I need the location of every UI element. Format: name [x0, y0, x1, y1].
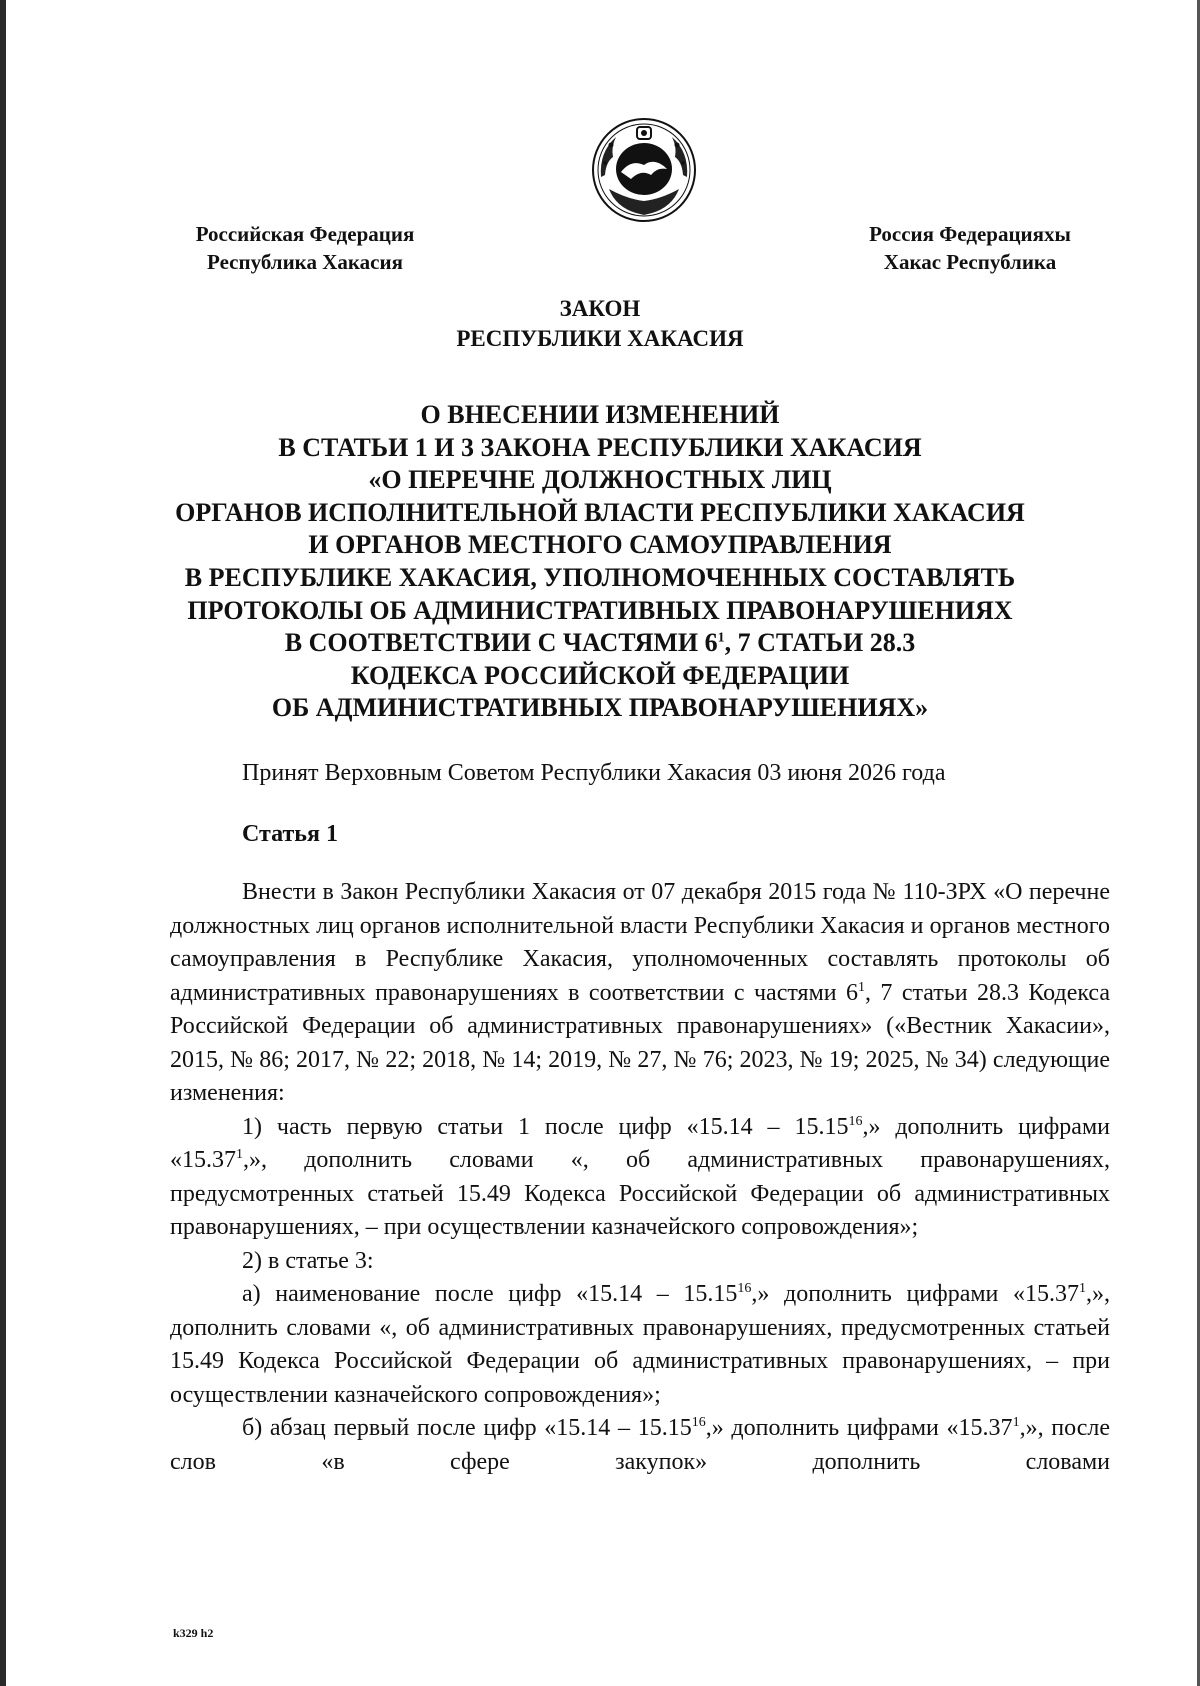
- title-line: ПРОТОКОЛЫ ОБ АДМИНИСТРАТИВНЫХ ПРАВОНАРУШЕНИЯХ: [187, 595, 1013, 625]
- text-run: Внести в Закон Республики Хакасия от 07 декабря 2015 года № 110-ЗРХ «О перечне должностных лиц органов исполнительной власти Республики Хакасия и органов местного самоуправления в Республике Хакасия, уполномоченных составлять протоколы об административных правонарушениях в соответствии с частями 6: [170, 879, 1110, 1006]
- superscript: 1: [236, 1147, 243, 1162]
- title-line: В СТАТЬИ 1 И 3 ЗАКОНА РЕСПУБЛИКИ ХАКАСИЯ: [278, 432, 922, 462]
- text-run: ,» дополнить цифрами «15.37: [751, 1281, 1079, 1307]
- superscript: 16: [737, 1281, 752, 1296]
- text-run: а) наименование после цифр «15.14 – 15.15: [242, 1281, 738, 1307]
- title-line: ОРГАНОВ ИСПОЛНИТЕЛЬНОЙ ВЛАСТИ РЕСПУБЛИКИ ХАКАСИЯ: [175, 497, 1025, 527]
- article-body: [170, 876, 1110, 1479]
- law-heading: [0, 294, 1200, 354]
- superscript: 1: [1012, 1415, 1020, 1430]
- title-line: [0, 627, 1200, 660]
- title-line: КОДЕКСА РОССИЙСКОЙ ФЕДЕРАЦИИ: [350, 660, 850, 690]
- text-run: ,», дополнить словами «, об административных правонарушениях, предусмотренных статьей 15.49 Кодекса Российской Федерации об административных правонарушениях, – при осуществлении казначейского сопровождения»;: [170, 1147, 1110, 1240]
- superscript: 1: [1079, 1281, 1086, 1296]
- law-heading-line1: ЗАКОН: [559, 296, 641, 321]
- title-line8-part2: , 7 СТАТЬИ 28.3: [724, 628, 916, 658]
- text-run: ,», после слов «в сфере закупок» дополнить словами: [170, 1415, 1110, 1475]
- text-run: ,» дополнить цифрами «15.37: [705, 1415, 1013, 1441]
- law-heading-line2: РЕСПУБЛИКИ ХАКАСИЯ: [456, 326, 744, 351]
- superscript: 1: [858, 979, 866, 995]
- title-line: О ВНЕСЕНИИ ИЗМЕНЕНИЙ: [420, 400, 780, 429]
- text-run: 1) часть первую статьи 1 после цифр «15.14 – 15.15: [242, 1113, 849, 1140]
- text-run: ,», дополнить словами «, об административных правонарушениях, предусмотренных статьей 15.49 Кодекса Российской Федерации об административных правонарушениях, – при осуществлении казначейского сопровождения»;: [170, 1281, 1110, 1408]
- text-run: б) абзац первый после цифр «15.14 – 15.15: [242, 1415, 692, 1441]
- paragraph: [170, 1278, 1110, 1412]
- text-run: , 7 статьи 28.3 Кодекса Российской Федерации об административных правонарушениях» («Вестник Хакасии», 2015, № 86; 2017, № 22; 2018, № 14; 2019, № 27, № 76; 2023, № 19; 2025, № 34) следующие изменения:: [170, 979, 1111, 1106]
- header-right-republic: Хакас Республика: [883, 250, 1057, 274]
- header-right-block: [850, 220, 1090, 276]
- adoption-note: Принят Верховным Советом Республики Хакасия 03 июня 2026 года: [242, 760, 946, 786]
- header-right-country: Россия Федерацияхы: [869, 222, 1071, 246]
- scan-edge-left: [0, 0, 6, 1686]
- header-left-block: [175, 220, 435, 276]
- text-run: ,» дополнить цифрами «15.37: [170, 1113, 1110, 1173]
- superscript: 16: [691, 1415, 706, 1430]
- header-left-republic: Республика Хакасия: [207, 250, 403, 274]
- coat-of-arms-emblem-icon: [591, 117, 697, 223]
- law-title: [0, 399, 1200, 725]
- title-line: «О ПЕРЕЧНЕ ДОЛЖНОСТНЫХ ЛИЦ: [368, 465, 832, 495]
- title-line8-superscript: 1: [717, 630, 725, 646]
- paragraph: 2) в статье 3:: [242, 1247, 374, 1274]
- paragraph: [170, 876, 1110, 1111]
- title-line: В РЕСПУБЛИКЕ ХАКАСИЯ, УПОЛНОМОЧЕННЫХ СОСТАВЛЯТЬ: [184, 562, 1016, 592]
- paragraph: [170, 1412, 1110, 1479]
- footer-document-code: k329 h2: [173, 1626, 214, 1640]
- paragraph: [170, 1111, 1110, 1245]
- title-line8-part1: В СООТВЕТСТВИИ С ЧАСТЯМИ 6: [284, 628, 718, 658]
- article-heading: Статья 1: [242, 821, 338, 847]
- superscript: 16: [848, 1113, 863, 1129]
- title-line: ОБ АДМИНИСТРАТИВНЫХ ПРАВОНАРУШЕНИЯХ»: [271, 693, 929, 723]
- title-line: И ОРГАНОВ МЕСТНОГО САМОУПРАВЛЕНИЯ: [308, 530, 892, 560]
- header-left-country: Российская Федерация: [195, 222, 415, 246]
